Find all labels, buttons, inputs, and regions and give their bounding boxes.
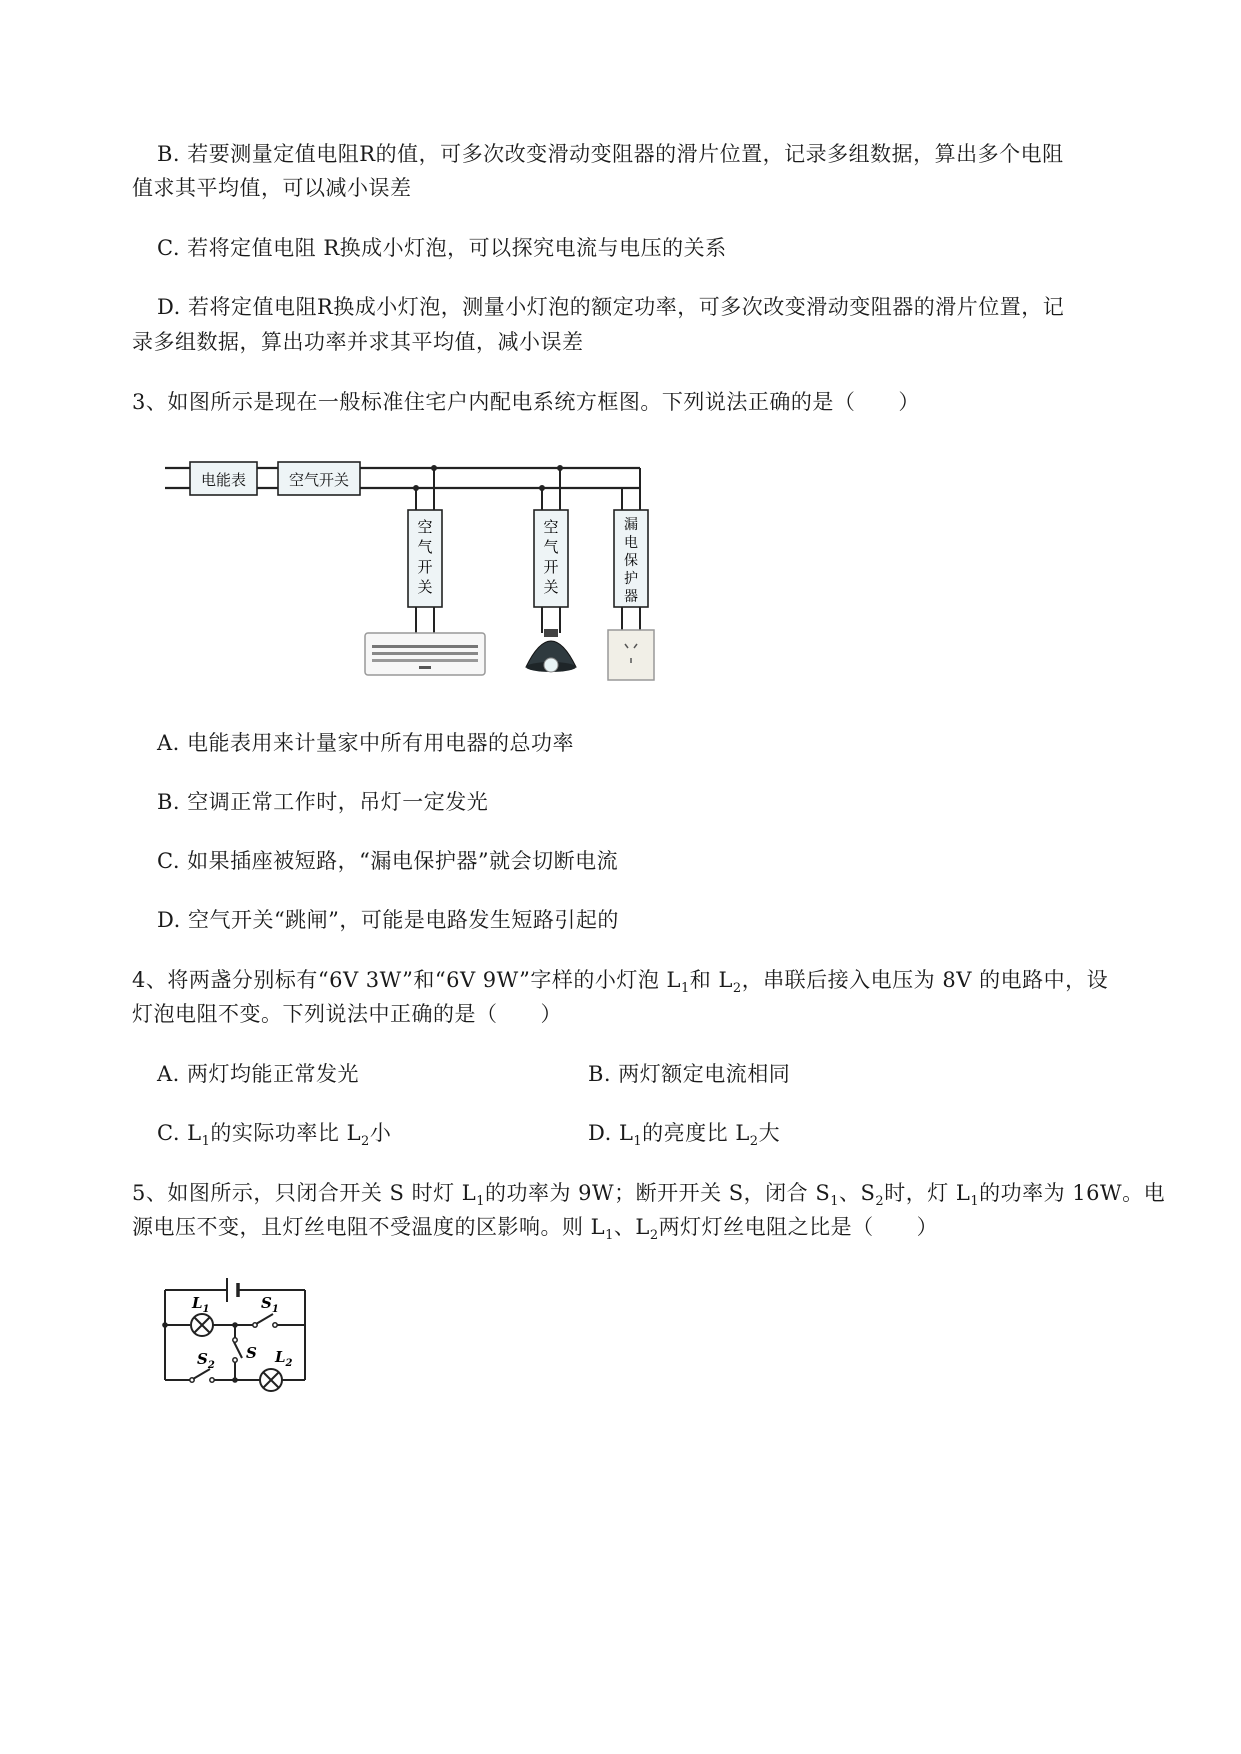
q4-option-c-sub-1: 1 <box>201 1134 211 1149</box>
leakage-protector-char-2: 电 <box>624 535 638 551</box>
leakage-protector-char-5: 器 <box>624 589 638 605</box>
label-l1-sub: 1 <box>202 1304 210 1315</box>
branch-breaker-2-char-1: 空 <box>543 518 559 536</box>
q4-stem-text-c: ，串联后接入电压为 8V 的电路中，设 <box>741 968 1109 992</box>
q4-option-b: B. 两灯额定电流相同 <box>588 1062 791 1086</box>
leakage-protector-char-1: 漏 <box>624 517 638 533</box>
branch-breaker-1-char-4: 关 <box>417 578 433 596</box>
q5-stem-text-a: 5、如图所示，只闭合开关 S 时灯 L <box>132 1181 477 1205</box>
label-l1: L <box>192 1294 203 1312</box>
q5-stem-text-d: 时，灯 L <box>884 1181 971 1205</box>
q4-option-d-sub-1: 1 <box>633 1134 643 1149</box>
q4-stem-text-b: 和 L <box>689 968 733 992</box>
q5-stem2-sub-2: 2 <box>649 1228 659 1243</box>
svg-text:L2 <box>274 1348 293 1369</box>
svg-text:L1 <box>191 1294 210 1315</box>
q2-option-b-line1: B. 若要测量定值电阻R的值，可多次改变滑动变阻器的滑片位置，记录多组数据，算出多个电阻 <box>157 142 1064 166</box>
label-l2: L <box>275 1348 286 1366</box>
wall-socket-icon <box>608 630 654 680</box>
label-s2-sub: 2 <box>207 1360 215 1371</box>
q4-stem-sub-2: 2 <box>732 981 742 996</box>
q5-stem2-text-c: 两灯灯丝电阻之比是（ ） <box>658 1215 939 1239</box>
branch-breaker-1-char-1: 空 <box>417 518 433 536</box>
q5-stem2-text-b: 、L <box>613 1215 650 1239</box>
q3-option-b: B. 空调正常工作时，吊灯一定发光 <box>157 790 489 814</box>
lamp-l2-icon <box>260 1369 282 1391</box>
q4-stem-text-a: 4、将两盏分别标有“6V 3W”和“6V 9W”字样的小灯泡 L <box>132 968 681 992</box>
pendant-lamp-icon <box>526 629 576 672</box>
battery-icon <box>227 1278 238 1302</box>
q4-option-d <box>588 1118 780 1148</box>
q4-stem-line1 <box>132 965 1108 995</box>
q4-option-c-sub-2: 2 <box>361 1134 370 1149</box>
q3-option-d: D. 空气开关“跳闸”，可能是电路发生短路引起的 <box>157 908 619 932</box>
leakage-protector-char-3: 保 <box>624 553 638 569</box>
q4-option-a: A. 两灯均能正常发光 <box>157 1062 360 1086</box>
label-s1-sub: 1 <box>271 1304 279 1315</box>
branch-breaker-1-char-3: 开 <box>417 558 433 576</box>
svg-text:S2 <box>197 1350 215 1371</box>
q3-option-c: C. 如果插座被短路，“漏电保护器”就会切断电流 <box>157 849 619 873</box>
q4-stem-sub-1: 1 <box>681 981 690 996</box>
q5-circuit-diagram <box>155 1270 320 1395</box>
q5-stem-sub-3: 2 <box>875 1194 885 1209</box>
q2-option-b-line2: 值求其平均值，可以减小误差 <box>132 176 412 200</box>
lamp-l1-icon <box>191 1314 213 1336</box>
q2-option-d-line2: 录多组数据，算出功率并求其平均值，减小误差 <box>132 330 584 354</box>
q3-stem: 3、如图所示是现在一般标准住宅户内配电系统方框图。下列说法正确的是（ ） <box>132 390 920 414</box>
q5-stem-line2 <box>132 1212 938 1242</box>
main-breaker-label: 空气开关 <box>288 471 350 489</box>
q5-stem-text-c: 、S <box>839 1181 876 1205</box>
branch-breaker-1-char-2: 气 <box>417 538 433 556</box>
label-s2: S <box>197 1350 208 1368</box>
branch-breaker-2-char-4: 关 <box>543 578 559 596</box>
q4-option-d-text-a: D. L <box>588 1121 634 1145</box>
label-s: S <box>246 1344 257 1362</box>
q5-stem-sub-4: 1 <box>970 1194 980 1209</box>
distribution-system-diagram <box>160 455 670 690</box>
q4-option-d-sub-2: 2 <box>749 1134 759 1149</box>
label-l2-sub: 2 <box>285 1358 293 1369</box>
q3-option-a: A. 电能表用来计量家中所有用电器的总功率 <box>157 731 575 755</box>
air-conditioner-icon <box>365 633 485 675</box>
q4-option-c-text-c: 小 <box>369 1121 392 1145</box>
switch-s-icon <box>233 1338 242 1362</box>
label-s1: S <box>261 1294 272 1312</box>
energy-meter-label: 电能表 <box>200 471 247 489</box>
q5-stem-sub-2: 1 <box>830 1194 840 1209</box>
q4-option-d-text-b: 的亮度比 L <box>642 1121 750 1145</box>
switch-s1-icon <box>253 1314 277 1327</box>
q5-stem-text-e: 的功率为 16W。电 <box>979 1181 1166 1205</box>
q2-option-c: C. 若将定值电阻 R换成小灯泡，可以探究电流与电压的关系 <box>157 236 727 260</box>
q4-option-c-text-a: C. L <box>157 1121 202 1145</box>
q4-option-c-text-b: 的实际功率比 L <box>210 1121 362 1145</box>
q4-option-d-text-c: 大 <box>758 1121 781 1145</box>
q5-stem-line1 <box>132 1178 1165 1208</box>
q5-stem2-text-a: 源电压不变，且灯丝电阻不受温度的区影响。则 L <box>132 1215 606 1239</box>
q4-stem-line2: 灯泡电阻不变。下列说法中正确的是（ ） <box>132 1002 562 1026</box>
svg-text:S1 <box>261 1294 279 1315</box>
leakage-protector-char-4: 护 <box>624 571 638 587</box>
q4-option-c <box>157 1118 391 1148</box>
branch-breaker-2-char-2: 气 <box>543 538 559 556</box>
q5-stem2-sub-1: 1 <box>605 1228 614 1243</box>
q2-option-d-line1: D. 若将定值电阻R换成小灯泡，测量小灯泡的额定功率，可多次改变滑动变阻器的滑片位置，记 <box>157 295 1065 319</box>
q5-stem-text-b: 的功率为 9W；断开开关 S，闭合 S <box>485 1181 831 1205</box>
branch-breaker-2-char-3: 开 <box>543 558 559 576</box>
q5-stem-sub-1: 1 <box>476 1194 485 1209</box>
